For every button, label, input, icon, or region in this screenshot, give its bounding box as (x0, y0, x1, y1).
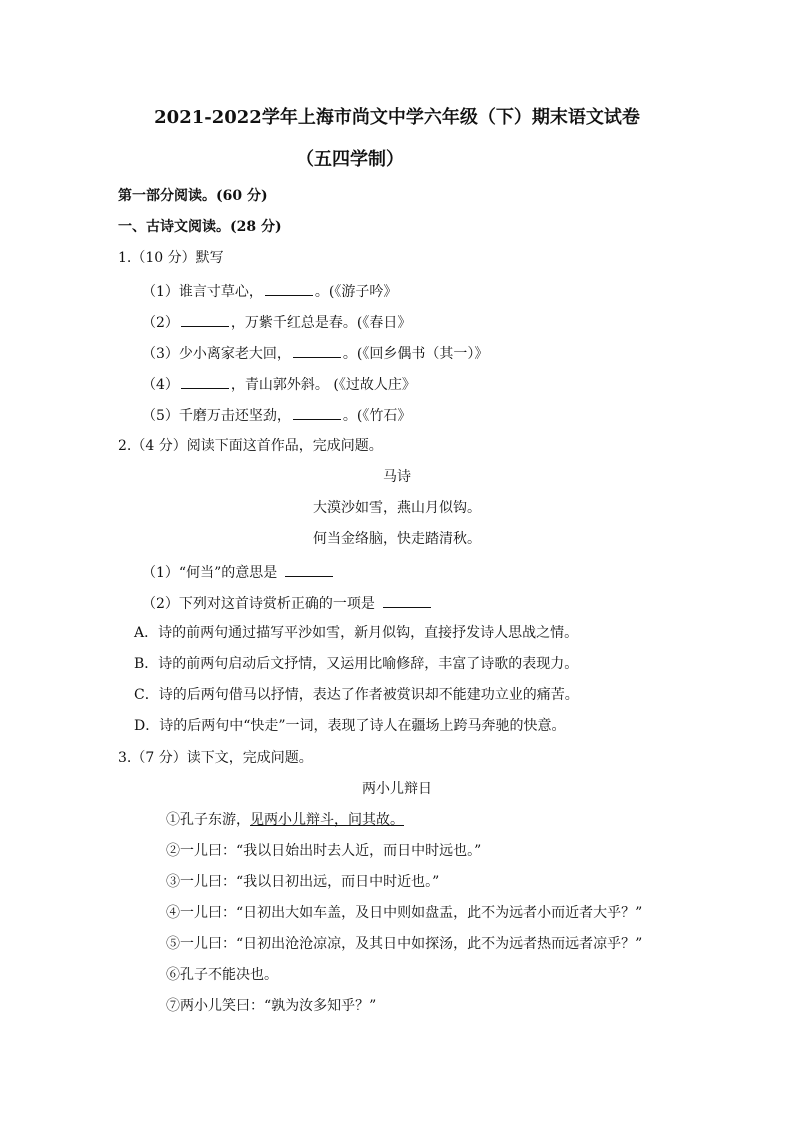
answer-blank[interactable] (293, 343, 341, 358)
q2-sub-1-text: （1）“何当”的意思是 (142, 565, 278, 581)
q1-item-4-prefix: （4） (142, 377, 179, 393)
q1-item-5-prefix: （5）千磨万击还坚劲， (142, 408, 291, 424)
q3-stem: 3.（7 分）读下文，完成问题。 (118, 750, 313, 766)
part1-heading: 第一部分阅读。(60 分) (118, 188, 268, 204)
q1-item-3-prefix: （3）少小离家老大回， (142, 346, 291, 362)
q2-sub-2-text: （2）下列对这首诗赏析正确的一项是 (142, 596, 375, 612)
passage-paragraph-7: ⑦两小儿笑曰：“孰为汝多知乎？” (166, 998, 377, 1014)
q2-stem: 2.（4 分）阅读下面这首作品，完成问题。 (118, 438, 383, 454)
poem-line-2: 何当金络脑，快走踏清秋。 (313, 531, 481, 547)
passage-paragraph-3: ③一儿曰：“我以日初出远，而日中时近也。” (166, 874, 440, 890)
passage-paragraph-1 (166, 811, 404, 829)
q1-item-1-suffix: 。(《游子吟》 (314, 284, 398, 300)
passage-paragraph-5: ⑤一儿曰：“日初出沧沧凉凉，及其日中如探汤，此不为远者热而远者凉乎？” (166, 936, 643, 952)
poem-title: 马诗 (383, 469, 411, 485)
q1-item-2-prefix: （2） (142, 315, 179, 331)
q1-item-5 (142, 405, 411, 425)
q1-stem: 1.（10 分）默写 (118, 250, 224, 266)
q2-option-c[interactable]: C．诗的后两句借马以抒情，表达了作者被赏识却不能建功立业的痛苦。 (134, 687, 579, 703)
passage-paragraph-2: ②一儿曰：“我以日始出时去人近，而日中时远也。” (166, 843, 482, 859)
q1-item-4 (142, 374, 416, 394)
q2-option-b[interactable]: B．诗的前两句启动后文抒情，又运用比喻修辞，丰富了诗歌的表现力。 (134, 656, 579, 672)
answer-blank[interactable] (181, 312, 229, 327)
q1-item-2 (142, 312, 411, 332)
section1-heading: 一、古诗文阅读。(28 分) (118, 219, 282, 235)
passage-paragraph-1-prefix: ①孔子东游， (166, 812, 250, 828)
q2-sub-2 (142, 593, 433, 613)
passage-paragraph-4: ④一儿曰：“日初出大如车盖，及日中则如盘盂，此不为远者小而近者大乎？” (166, 905, 643, 921)
answer-blank[interactable] (383, 593, 431, 608)
passage-title: 两小儿辩日 (362, 781, 432, 797)
q1-item-5-suffix: 。(《竹石》 (342, 408, 412, 424)
exam-subtitle: （五四学制） (296, 149, 404, 170)
q2-option-a[interactable]: A．诗的前两句通过描写平沙如雪，新月似钩，直接抒发诗人思战之情。 (134, 625, 579, 641)
q1-item-3-suffix: 。(《回乡偶书（其一）》 (342, 346, 489, 362)
answer-blank[interactable] (285, 562, 333, 577)
q2-sub-1 (142, 562, 335, 582)
q1-item-2-suffix: ，万紫千红总是春。(《春日》 (230, 315, 412, 331)
exam-title: 2021-2022学年上海市尚文中学六年级（下）期末语文试卷 (154, 107, 640, 128)
answer-blank[interactable] (265, 281, 313, 296)
q1-item-1-prefix: （1）谁言寸草心， (142, 284, 263, 300)
passage-paragraph-6: ⑥孔子不能决也。 (166, 967, 278, 983)
q1-item-4-suffix: ，青山郭外斜。 (《过故人庄》 (230, 377, 416, 393)
poem-line-1: 大漠沙如雪，燕山月似钩。 (313, 500, 481, 516)
passage-underlined-sentence: 见两小儿辩斗，问其故。 (250, 812, 404, 828)
answer-blank[interactable] (293, 405, 341, 420)
q1-item-3 (142, 343, 488, 363)
q2-option-d[interactable]: D．诗的后两句中“快走”一词，表现了诗人在疆场上跨马奔驰的快意。 (134, 718, 566, 734)
answer-blank[interactable] (181, 374, 229, 389)
q1-item-1 (142, 281, 397, 301)
